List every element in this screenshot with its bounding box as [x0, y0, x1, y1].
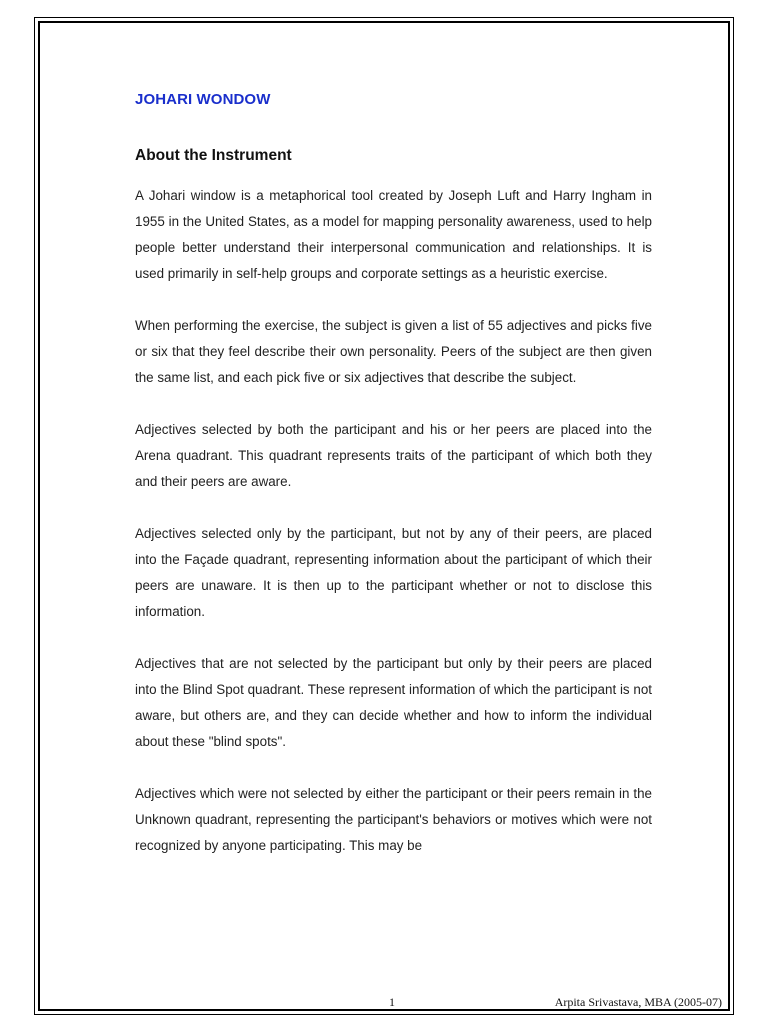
paragraph: When performing the exercise, the subject is given a list of 55 adjectives and picks five or six that they feel describe their own personality. Peers of the subject are then given the same list, and each pick five or six adjectives that describe the subject.	[135, 318, 652, 385]
document-title: JOHARI WONDOW	[135, 91, 271, 108]
page-number: 1	[389, 995, 395, 1009]
paragraph: A Johari window is a metaphorical tool created by Joseph Luft and Harry Ingham in 1955 in the United States, as a model for mapping personality awareness, used to help people better understand their interpersonal communication and relationships. It is used primarily in self-help groups and corporate settings as a heuristic exercise.	[135, 188, 652, 281]
footer-author: Arpita Srivastava, MBA (2005-07)	[554, 995, 722, 1009]
paragraph: Adjectives selected only by the participant, but not by any of their peers, are placed into the Façade quadrant, representing information about the participant of which their peers are unaware. It is then up to the participant whether or not to disclose this information.	[135, 526, 652, 619]
paragraph: Adjectives which were not selected by either the participant or their peers remain in the Unknown quadrant, representing the participant's behaviors or motives which were not recognized by anyone participating. This may be	[135, 786, 652, 853]
document-body	[135, 90, 652, 885]
section-heading: About the Instrument	[135, 147, 292, 164]
paragraph: Adjectives that are not selected by the participant but only by their peers are placed into the Blind Spot quadrant. These represent information of which the participant is not aware, but others are, and they can decide whether and how to inform the individual about these "blind spots".	[135, 656, 652, 749]
paragraph: Adjectives selected by both the participant and his or her peers are placed into the Arena quadrant. This quadrant represents traits of the participant of which both they and their peers are aware.	[135, 422, 652, 489]
